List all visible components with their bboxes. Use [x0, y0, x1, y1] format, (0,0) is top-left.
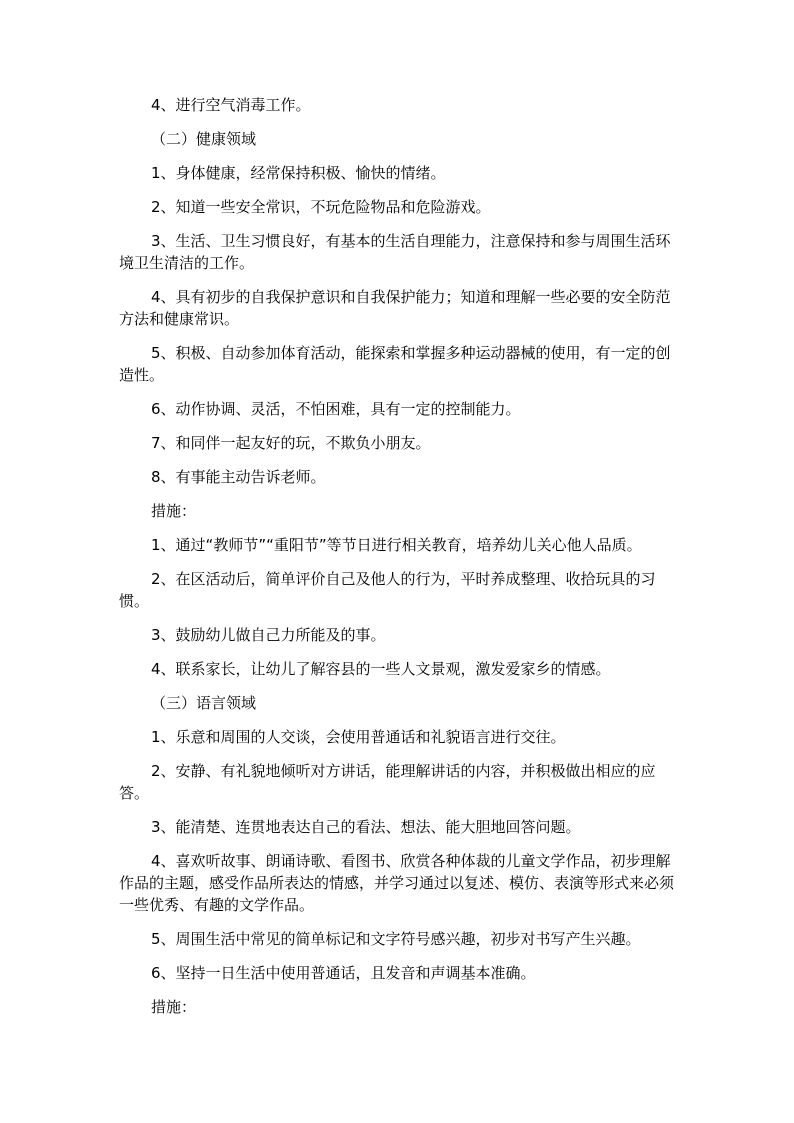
paragraph: 1、身体健康，经常保持积极、愉快的情绪。 — [151, 164, 446, 182]
measures-label: 措施： — [151, 502, 197, 520]
paragraph: 5、积极、自动参加体育活动，能探索和掌握多种运动器械的使用，有一定的创造性。 — [119, 344, 671, 384]
paragraph: 4、进行空气消毒工作。 — [151, 96, 311, 114]
paragraph: 5、周围生活中常见的简单标记和文字符号感兴趣，初步对书写产生兴趣。 — [151, 930, 641, 948]
measures-label: 措施： — [151, 998, 197, 1016]
paragraph: 8、有事能主动告诉老师。 — [151, 468, 326, 486]
document-body — [119, 94, 675, 1030]
paragraph: 2、知道一些安全常识，不玩危险物品和危险游戏。 — [151, 198, 491, 216]
paragraph: 4、具有初步的自我保护意识和自我保护能力；知道和理解一些必要的安全防范方法和健康常识。 — [119, 288, 671, 328]
paragraph: 4、联系家长，让幼儿了解容县的一些人文景观，激发爱家乡的情感。 — [151, 660, 611, 678]
paragraph: 4、喜欢听故事、朗诵诗歌、看图书、欣赏各种体裁的儿童文学作品，初步理解作品的主题，感受作品所表达的情感，并学习通过以复述、模仿、表演等形式来必须一些优秀、有趣的文学作品。 — [119, 852, 675, 914]
paragraph: 3、鼓励幼儿做自己力所能及的事。 — [151, 626, 386, 644]
paragraph: 7、和同伴一起友好的玩，不欺负小朋友。 — [151, 434, 431, 452]
paragraph: 6、动作协调、灵活，不怕困难，具有一定的控制能力。 — [151, 400, 521, 418]
paragraph: 1、乐意和周围的人交谈，会使用普通话和礼貌语言进行交往。 — [151, 728, 566, 746]
section-heading: （三）语言领域 — [151, 694, 257, 712]
paragraph: 2、安静、有礼貌地倾听对方讲话，能理解讲话的内容，并积极做出相应的应答。 — [119, 762, 656, 802]
paragraph: 3、生活、卫生习惯良好，有基本的生活自理能力，注意保持和参与周围生活环境卫生清洁的工作。 — [119, 232, 671, 272]
paragraph: 3、能清楚、连贯地表达自己的看法、想法、能大胆地回答问题。 — [151, 818, 581, 836]
paragraph: 1、通过“教师节”“重阳节”等节日进行相关教育，培养幼儿关心他人品质。 — [151, 536, 642, 554]
section-heading: （二）健康领域 — [151, 130, 257, 148]
paragraph: 2、在区活动后，简单评价自己及他人的行为，平时养成整理、收拾玩具的习惯。 — [119, 570, 656, 610]
paragraph: 6、坚持一日生活中使用普通话，且发音和声调基本准确。 — [151, 964, 536, 982]
